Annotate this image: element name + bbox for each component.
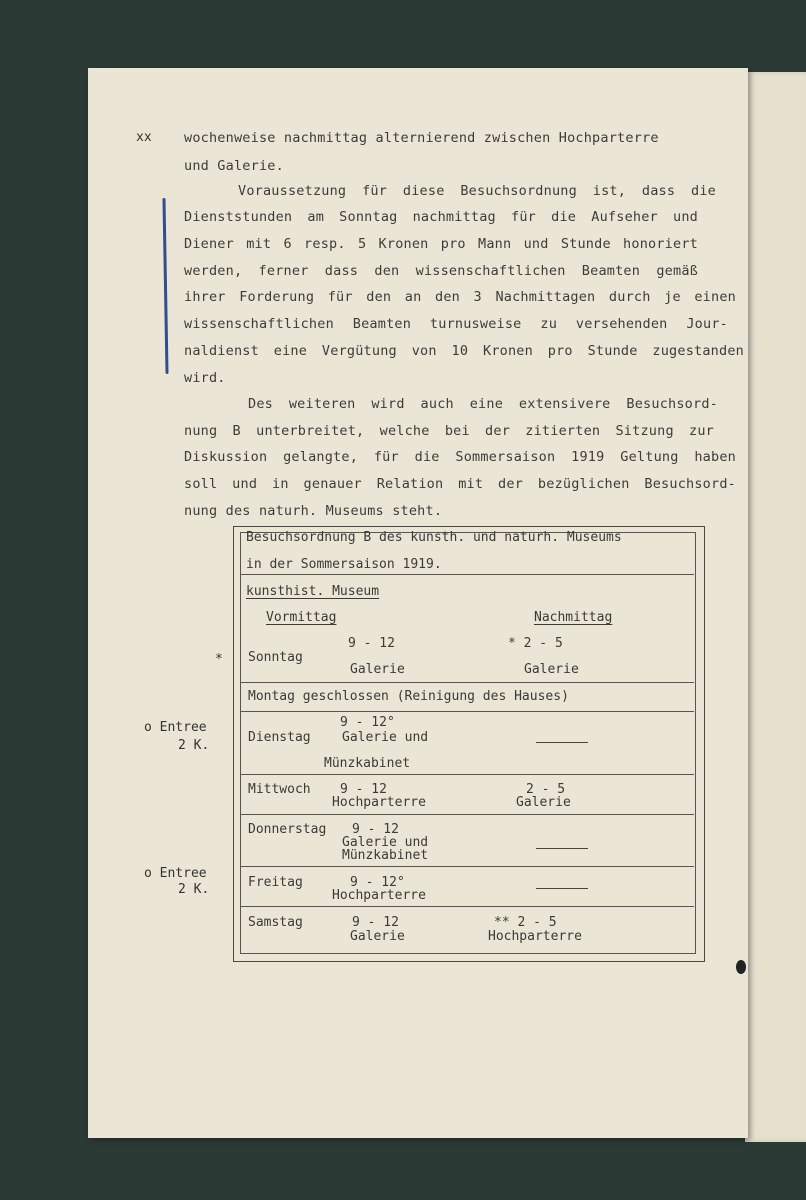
margin-star: *: [215, 652, 223, 667]
sonntag-am-place: Galerie: [350, 662, 405, 677]
montag-row: Montag geschlossen (Reinigung des Hauses): [248, 689, 569, 704]
table-divider: [240, 574, 694, 575]
dienstag-am-place: Galerie und: [342, 730, 429, 745]
row-divider: [240, 711, 694, 712]
margin-entree-2: o Entree: [144, 866, 207, 881]
body-line-5: Diener mit 6 resp. 5 Kronen pro Mann und Stunde honoriert: [184, 236, 698, 252]
samstag-am-place: Galerie: [350, 929, 405, 944]
samstag-am-time: 9 - 12: [352, 915, 399, 930]
freitag-pm-dash: [536, 888, 588, 889]
freitag-am-time: 9 - 12°: [350, 875, 405, 890]
sonntag-pm-time: * 2 - 5: [508, 636, 563, 651]
body-line-2: und Galerie.: [184, 158, 284, 174]
col-heading-nachmittag: Nachmittag: [534, 610, 613, 625]
dienstag-am-time: 9 - 12°: [340, 715, 395, 730]
museum-heading: kunsthist. Museum: [246, 584, 380, 599]
document-page: [88, 68, 748, 1138]
table-title-1: Besuchsordnung B des kunsth. und naturh. Museums: [246, 530, 622, 545]
sonntag-pm-place: Galerie: [524, 662, 579, 677]
row-divider: [240, 906, 694, 907]
dienstag-day: Dienstag: [248, 730, 311, 745]
row-divider: [240, 682, 694, 683]
sonntag-day: Sonntag: [248, 650, 303, 665]
margin-entree-2-price: 2 K.: [178, 882, 210, 897]
donnerstag-day: Donnerstag: [248, 822, 327, 837]
freitag-day: Freitag: [248, 875, 303, 890]
donnerstag-pm-dash: [536, 848, 588, 849]
freitag-am-place: Hochparterre: [332, 888, 426, 903]
ink-blot: [736, 960, 746, 974]
row-divider: [240, 814, 694, 815]
mittwoch-pm-place: Galerie: [516, 795, 571, 810]
samstag-pm-time: ** 2 - 5: [494, 915, 557, 930]
donnerstag-am-place: Galerie und: [342, 835, 429, 850]
sonntag-am-time: 9 - 12: [348, 636, 395, 651]
margin-entree-1: o Entree: [144, 720, 207, 735]
mittwoch-pm-time: 2 - 5: [526, 782, 566, 797]
body-line-13: Diskussion gelangte, für die Sommersaison 1919 Geltung haben: [184, 449, 736, 465]
next-page-edge: [745, 72, 806, 1142]
body-line-6: werden, ferner dass den wissenschaftlichen Beamten gemäß: [184, 263, 698, 279]
samstag-day: Samstag: [248, 915, 303, 930]
blue-pencil-margin-mark: [162, 198, 168, 374]
row-divider: [240, 866, 694, 867]
body-line-14: soll und in genauer Relation mit der bezüglichen Besuchsord-: [184, 476, 736, 492]
margin-entree-1-price: 2 K.: [178, 738, 210, 753]
body-line-11: Des weiteren wird auch eine extensivere Besuchsord-: [248, 396, 718, 412]
donnerstag-am-place-2: Münzkabinet: [342, 848, 429, 863]
body-line-10: wird.: [184, 370, 226, 386]
mittwoch-day: Mittwoch: [248, 782, 311, 797]
col-heading-vormittag: Vormittag: [266, 610, 337, 625]
dienstag-pm-dash: [536, 742, 588, 743]
body-line-12: nung B unterbreitet, welche bei der zitierten Sitzung zur: [184, 423, 714, 439]
body-line-15: nung des naturh. Museums steht.: [184, 503, 443, 519]
body-line-8: wissenschaftlichen Beamten turnusweise zu versehenden Jour-: [184, 316, 728, 332]
dienstag-am-place-2: Münzkabinet: [324, 756, 411, 771]
body-line-4: Dienststunden am Sonntag nachmittag für die Aufseher und: [184, 209, 698, 225]
margin-mark-xx: xx: [136, 130, 152, 145]
donnerstag-am-time: 9 - 12: [352, 822, 399, 837]
body-line-9: naldienst eine Vergütung von 10 Kronen pro Stunde zugestanden: [184, 343, 744, 359]
body-line-7: ihrer Forderung für den an den 3 Nachmittagen durch je einen: [184, 289, 736, 305]
body-line-1: wochenweise nachmittag alternierend zwischen Hochparterre: [184, 130, 659, 146]
samstag-pm-place: Hochparterre: [488, 929, 582, 944]
body-line-3: Voraussetzung für diese Besuchsordnung ist, dass die: [238, 183, 716, 199]
row-divider: [240, 774, 694, 775]
mittwoch-am-place: Hochparterre: [332, 795, 426, 810]
table-title-2: in der Sommersaison 1919.: [246, 557, 442, 572]
mittwoch-am-time: 9 - 12: [340, 782, 387, 797]
